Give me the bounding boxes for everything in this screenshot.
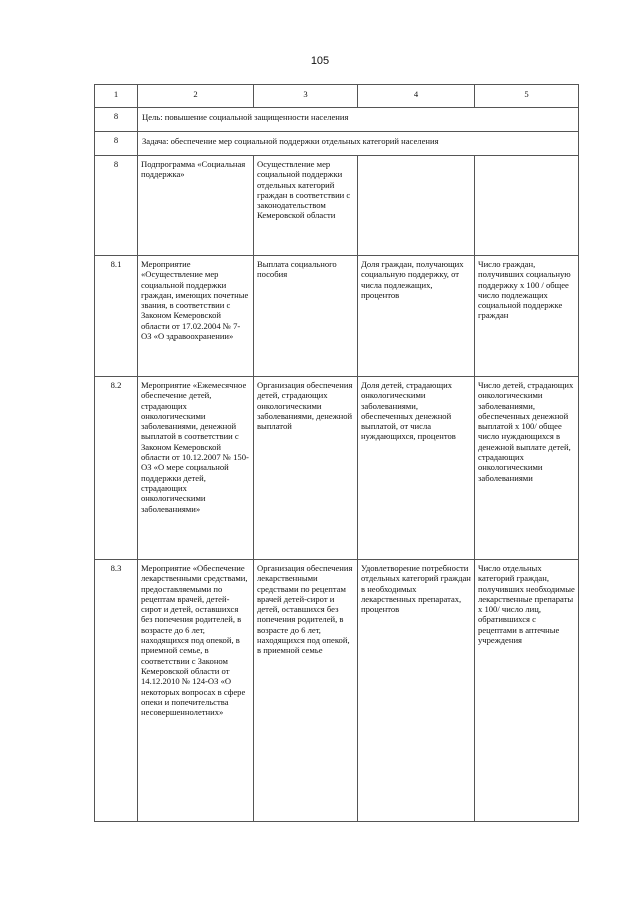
- header-cell: 1: [95, 85, 138, 108]
- measure-cell: Подпрограмма «Социальная поддержка»: [138, 156, 254, 256]
- header-cell: 2: [138, 85, 254, 108]
- row-number: 8: [95, 156, 138, 256]
- description-cell: Выплата социального пособия: [254, 256, 358, 377]
- description-cell: Осуществление мер социальной поддержки отдельных категорий граждан в соответствии с законодательством Кемеровской области: [254, 156, 358, 256]
- measure-cell: Мероприятие «Ежемесячное обеспечение детей, страдающих онкологическими заболеваниями, денежной выплатой в соответствии с Законом Кемеровской области от 10.12.2007 № 150-ОЗ «О мере социальной поддержки детей, страдающих онкологическими заболеваниями»: [138, 377, 254, 560]
- goal-row: [95, 108, 579, 132]
- formula-cell: Число граждан, получивших социальную поддержку х 100 / общее число подлежащих социальной поддержке граждан: [475, 256, 579, 377]
- row-number: 8: [95, 132, 138, 156]
- header-cell: 4: [358, 85, 475, 108]
- formula-cell: [475, 156, 579, 256]
- row-number: 8.2: [95, 377, 138, 560]
- row-number: 8: [95, 108, 138, 132]
- goal-text: Цель: повышение социальной защищенности населения: [138, 108, 579, 132]
- task-text: Задача: обеспечение мер социальной поддержки отдельных категорий населения: [138, 132, 579, 156]
- task-row: [95, 132, 579, 156]
- indicator-cell: Доля детей, страдающих онкологическими заболеваниями, обеспеченных денежной выплатой, от числа нуждающихся, процентов: [358, 377, 475, 560]
- table-header-row: [95, 85, 579, 108]
- formula-cell: Число отдельных категорий граждан, получивших необходимые лекарственные препараты х 100/ число лиц, обратившихся с рецептами в аптечные учреждения: [475, 560, 579, 822]
- table-row: [95, 377, 579, 560]
- header-cell: 5: [475, 85, 579, 108]
- indicator-cell: Удовлетворение потребности отдельных категорий граждан в необходимых лекарственных препаратах, процентов: [358, 560, 475, 822]
- indicator-cell: [358, 156, 475, 256]
- formula-cell: Число детей, страдающих онкологическими заболеваниями, обеспеченных денежной выплатой х 100/ общее число нуждающихся в денежной выплате детей, страдающих онкологическими заболеваниями: [475, 377, 579, 560]
- description-cell: Организация обеспечения детей, страдающих онкологическими заболеваниями, денежной выплатой: [254, 377, 358, 560]
- row-number: 8.3: [95, 560, 138, 822]
- row-number: 8.1: [95, 256, 138, 377]
- table-row: [95, 156, 579, 256]
- measure-cell: Мероприятие «Обеспечение лекарственными средствами, предоставляемыми по рецептам врачей, детей-сирот и детей, оставшихся без попечения родителей, в возрасте до 6 лет, находящихся под опекой, в приемной семье, в соответствии с Законом Кемеровской области от 14.12.2010 № 124-ОЗ «О некоторых вопросах в сфере опеки и попечительства несовершеннолетних»: [138, 560, 254, 822]
- indicator-table: [94, 84, 579, 822]
- table-row: [95, 256, 579, 377]
- indicator-cell: Доля граждан, получающих социальную поддержку, от числа подлежащих, процентов: [358, 256, 475, 377]
- page-number: 105: [310, 55, 330, 67]
- measure-cell: Мероприятие «Осуществление мер социальной поддержки граждан, имеющих почетные звания, в соответствии с Законом Кемеровской области от 17.02.2004 № 7-ОЗ «О здравоохранении»: [138, 256, 254, 377]
- header-cell: 3: [254, 85, 358, 108]
- table-row: [95, 560, 579, 822]
- description-cell: Организация обеспечения лекарственными средствами по рецептам врачей детей-сирот и детей, оставшихся без попечения родителей, в возрасте до 6 лет, находящихся под опекой, в приемной семье: [254, 560, 358, 822]
